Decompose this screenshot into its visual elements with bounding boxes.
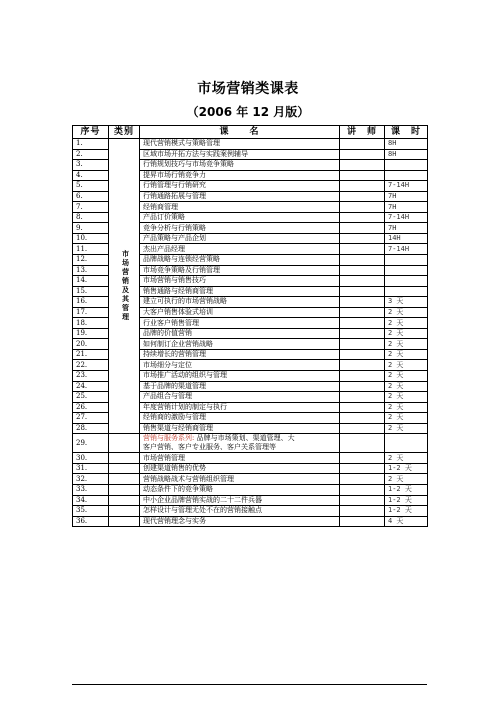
lecturer-cell (340, 276, 385, 287)
course-hours: 7H (385, 202, 428, 213)
row-number: 1. (73, 139, 109, 150)
series-highlight: 营销与服务系列: (143, 434, 195, 443)
lecturer-cell (340, 381, 385, 392)
row-number: 21. (73, 349, 109, 360)
category-cell-empty (109, 484, 140, 495)
lecturer-cell (340, 265, 385, 276)
course-name: 怎样设计与管理无处不在的营销接触点 (140, 506, 340, 517)
course-hours: 2 天 (385, 307, 428, 318)
lecturer-cell (340, 255, 385, 266)
category-char: 市 (122, 250, 129, 259)
course-name: 市场营销管理 (140, 453, 340, 464)
course-hours: 7H (385, 223, 428, 234)
lecturer-cell (340, 318, 385, 329)
table-row (73, 506, 428, 517)
course-name: 行业客户销售管理 (140, 318, 340, 329)
lecturer-cell (340, 516, 385, 527)
course-name: 销售渠道与经销商管理 (140, 423, 340, 434)
category-cell-empty (109, 434, 140, 453)
course-name: 品牌的价值营销 (140, 328, 340, 339)
row-number: 8. (73, 212, 109, 223)
lecturer-cell (340, 402, 385, 413)
lecturer-cell (340, 307, 385, 318)
course-name: 大客户销售体验式培训 (140, 307, 340, 318)
course-name: 产品策略与产品企划 (140, 233, 340, 244)
course-name: 现代营销理念与实务 (140, 516, 340, 527)
lecturer-cell (340, 484, 385, 495)
course-name: 市场细分与定位 (140, 360, 340, 371)
course-name: 竞争分析与行销策略 (140, 223, 340, 234)
row-number: 14. (73, 276, 109, 287)
row-number: 17. (73, 307, 109, 318)
table-header-row (73, 126, 428, 139)
course-hours: 2 天 (385, 349, 428, 360)
course-name: 市场竞争策略及行销管理 (140, 265, 340, 276)
lecturer-cell (340, 181, 385, 192)
course-hours (385, 255, 428, 266)
course-name: 营销战略战术与营销组织管理 (140, 474, 340, 485)
course-hours: 2 天 (385, 413, 428, 424)
course-name: 经销商的激励与管理 (140, 413, 340, 424)
lecturer-cell (340, 371, 385, 382)
course-name: 品牌战略与连锁经营策略 (140, 255, 340, 266)
row-number: 18. (73, 318, 109, 329)
lecturer-cell (340, 506, 385, 517)
lecturer-cell (340, 495, 385, 506)
course-name: 如何制订企业营销战略 (140, 339, 340, 350)
course-hours: 7-14H (385, 181, 428, 192)
course-name: 建立可执行的市场营销战略 (140, 297, 340, 308)
course-hours: 1-2 天 (385, 484, 428, 495)
table-row (73, 474, 428, 485)
row-number: 29. (73, 434, 109, 453)
lecturer-cell (340, 339, 385, 350)
course-name: 持续增长的营销管理 (140, 349, 340, 360)
course-hours: 8H (385, 139, 428, 150)
row-number: 12. (73, 255, 109, 266)
header-no: 序号 (73, 126, 109, 139)
lecturer-cell (340, 360, 385, 371)
course-name: 提昇市场行销竞争力 (140, 170, 340, 181)
lecturer-cell (340, 474, 385, 485)
lecturer-cell (340, 149, 385, 160)
table-row (73, 139, 428, 150)
course-name: 产品组合与管理 (140, 392, 340, 403)
course-name: 经销商管理 (140, 202, 340, 213)
course-name: 行销管理与行销研究 (140, 181, 340, 192)
lecturer-cell (340, 202, 385, 213)
lecturer-cell (340, 453, 385, 464)
course-hours (385, 265, 428, 276)
category-char: 场 (122, 259, 129, 268)
page-title: 市场营销类课表 (197, 81, 299, 97)
course-hours: 2 天 (385, 371, 428, 382)
row-number: 35. (73, 506, 109, 517)
row-number: 22. (73, 360, 109, 371)
row-number: 24. (73, 381, 109, 392)
course-hours: 2 天 (385, 328, 428, 339)
row-number: 28. (73, 423, 109, 434)
lecturer-cell (340, 139, 385, 150)
category-char: 管 (122, 304, 129, 313)
row-number: 7. (73, 202, 109, 213)
lecturer-cell (340, 392, 385, 403)
course-hours: 2 天 (385, 360, 428, 371)
category-char: 其 (122, 295, 129, 304)
page-subtitle: （2006 年 12 月版） (186, 105, 310, 119)
table-row (73, 516, 428, 527)
course-name: 现代营销模式与策略管理 (140, 139, 340, 150)
row-number: 20. (73, 339, 109, 350)
course-hours (385, 160, 428, 171)
course-hours: 8H (385, 149, 428, 160)
course-hours: 1-2 天 (385, 506, 428, 517)
course-hours: 1-2 天 (385, 463, 428, 474)
row-number: 26. (73, 402, 109, 413)
row-number: 5. (73, 181, 109, 192)
lecturer-cell (340, 191, 385, 202)
category-cell-empty (109, 463, 140, 474)
course-hours: 2 天 (385, 453, 428, 464)
course-hours (385, 170, 428, 181)
course-hours: 2 天 (385, 381, 428, 392)
course-name: 市场推广活动的组织与管理 (140, 371, 340, 382)
category-cell-empty (109, 516, 140, 527)
lecturer-cell (340, 212, 385, 223)
lecturer-cell (340, 434, 385, 453)
course-hours: 7-14H (385, 244, 428, 255)
category-char: 销 (122, 277, 129, 286)
lecturer-cell (340, 423, 385, 434)
course-hours (385, 286, 428, 297)
course-name: 销售通路与经销商管理 (140, 286, 340, 297)
lecturer-cell (340, 413, 385, 424)
row-number: 23. (73, 371, 109, 382)
course-hours: 2 天 (385, 339, 428, 350)
table-row (73, 463, 428, 474)
category-cell-empty (109, 453, 140, 464)
course-hours: 4 天 (385, 516, 428, 527)
course-name (140, 434, 340, 453)
series-description: 品牌与市场策划、渠道管理、大 (194, 434, 295, 443)
course-table (72, 125, 428, 527)
category-char: 理 (122, 313, 129, 322)
lecturer-cell (340, 349, 385, 360)
row-number: 34. (73, 495, 109, 506)
course-name: 动态条件下的竞争策略 (140, 484, 340, 495)
lecturer-cell (340, 463, 385, 474)
row-number: 15. (73, 286, 109, 297)
lecturer-cell (340, 328, 385, 339)
row-number: 9. (73, 223, 109, 234)
course-hours: 7H (385, 191, 428, 202)
course-hours: 1-2 天 (385, 495, 428, 506)
row-number: 31. (73, 463, 109, 474)
course-hours (385, 434, 428, 453)
course-name: 产品订价策略 (140, 212, 340, 223)
course-hours: 2 天 (385, 423, 428, 434)
header-lecturer: 讲 师 (340, 126, 385, 139)
row-number: 6. (73, 191, 109, 202)
row-number: 19. (73, 328, 109, 339)
table-row (73, 453, 428, 464)
row-number: 36. (73, 516, 109, 527)
course-name: 行销规划技巧与市场竞争策略 (140, 160, 340, 171)
row-number: 30. (73, 453, 109, 464)
row-number: 25. (73, 392, 109, 403)
header-hours: 课 时 (385, 126, 428, 139)
table-row (73, 434, 428, 453)
course-hours: 2 天 (385, 392, 428, 403)
row-number: 2. (73, 149, 109, 160)
row-number: 10. (73, 233, 109, 244)
course-hours: 2 天 (385, 318, 428, 329)
header-category: 类别 (109, 126, 140, 139)
table-row (73, 495, 428, 506)
row-number: 33. (73, 484, 109, 495)
course-name: 市场营销与销售技巧 (140, 276, 340, 287)
course-hours (385, 276, 428, 287)
table-row (73, 484, 428, 495)
category-cell (109, 139, 140, 434)
row-number: 16. (73, 297, 109, 308)
course-hours: 3 天 (385, 297, 428, 308)
course-name: 创建渠道销售的优势 (140, 463, 340, 474)
course-hours: 7-14H (385, 212, 428, 223)
row-number: 27. (73, 413, 109, 424)
course-hours: 2 天 (385, 474, 428, 485)
row-number: 4. (73, 170, 109, 181)
course-hours: 14H (385, 233, 428, 244)
lecturer-cell (340, 223, 385, 234)
bottom-rule (72, 684, 427, 685)
series-description-line2: 客户营销、客户专业服务、客户关系管理等 (143, 443, 276, 452)
lecturer-cell (340, 286, 385, 297)
row-number: 32. (73, 474, 109, 485)
row-number: 11. (73, 244, 109, 255)
header-course: 课 名 (140, 126, 340, 139)
lecturer-cell (340, 160, 385, 171)
row-number: 3. (73, 160, 109, 171)
category-cell-empty (109, 506, 140, 517)
lecturer-cell (340, 244, 385, 255)
lecturer-cell (340, 170, 385, 181)
course-name: 年度营销计划的制定与执行 (140, 402, 340, 413)
category-char: 及 (122, 286, 129, 295)
category-cell-empty (109, 474, 140, 485)
course-name: 杰出产品经理 (140, 244, 340, 255)
lecturer-cell (340, 297, 385, 308)
course-name: 区域市场开拓方法与实践案例辅导 (140, 149, 340, 160)
row-number: 13. (73, 265, 109, 276)
course-name: 基于品牌的渠道管理 (140, 381, 340, 392)
lecturer-cell (340, 233, 385, 244)
category-char: 营 (122, 268, 129, 277)
course-hours: 2 天 (385, 402, 428, 413)
course-name: 行销通路拓展与管理 (140, 191, 340, 202)
category-cell-empty (109, 495, 140, 506)
course-name: 中小企业品牌营销实战的二十二件兵器 (140, 495, 340, 506)
